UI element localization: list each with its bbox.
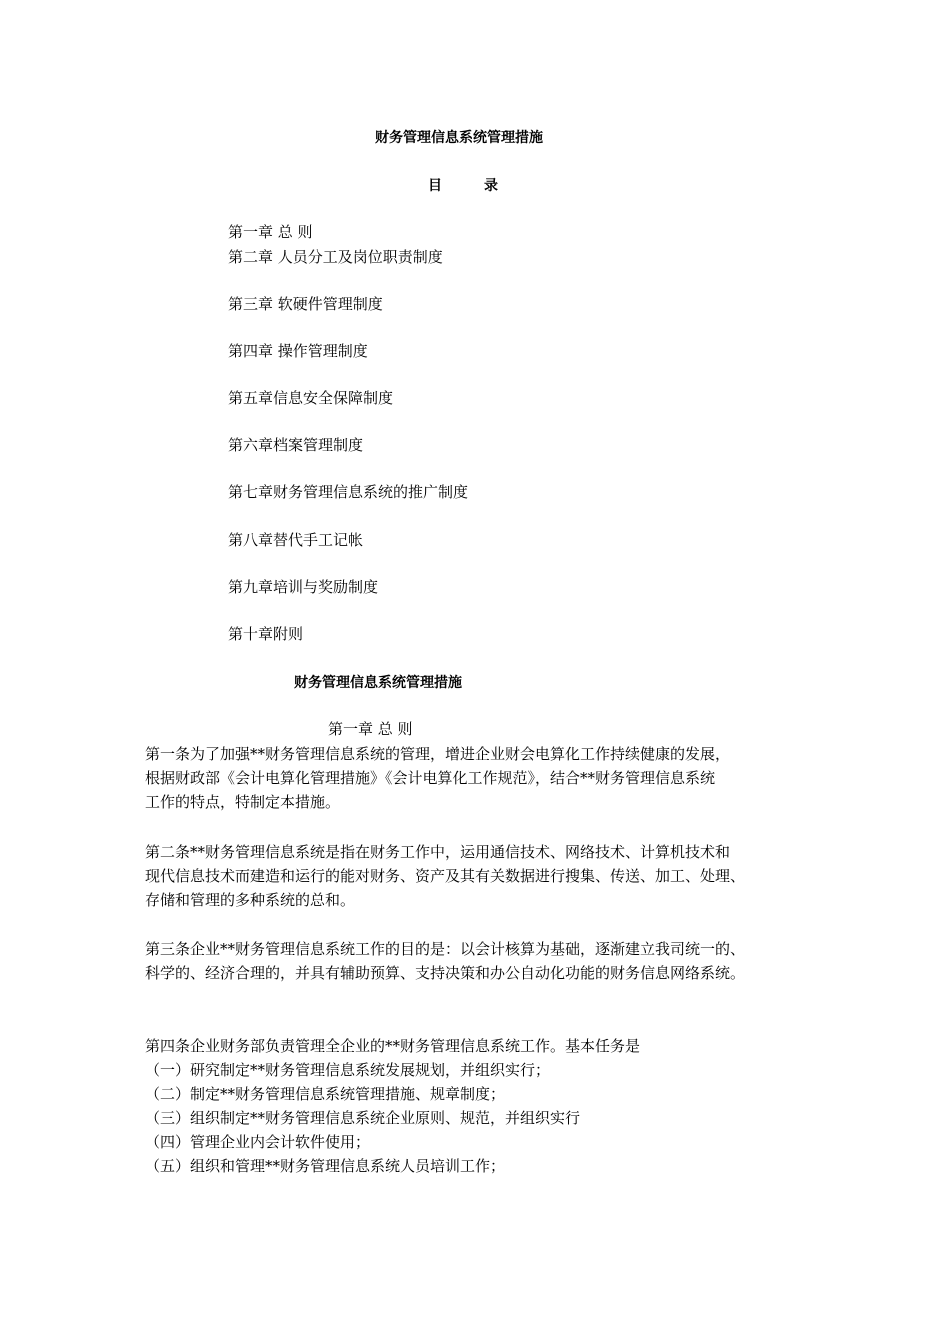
article-4-item: （二）制定**财务管理信息系统管理措施、规章制度； [145, 1085, 506, 1103]
toc-item-2: 第二章 人员分工及岗位职责制度 [228, 248, 443, 266]
toc-item-6: 第六章档案管理制度 [228, 436, 364, 454]
article-3-line: 第三条企业**财务管理信息系统工作的目的是：以会计核算为基础，逐渐建立我司统一的、 [145, 940, 746, 958]
toc-item-9: 第九章培训与奖励制度 [228, 578, 379, 596]
toc-heading: 目 录 [428, 178, 498, 194]
article-2-line: 第二条**财务管理信息系统是指在财务工作中，运用通信技术、网络技术、计算机技术和 [145, 843, 731, 861]
toc-item-1: 第一章 总 则 [228, 223, 313, 241]
toc-item-4: 第四章 操作管理制度 [228, 342, 368, 360]
article-1-line: 第一条为了加强**财务管理信息系统的管理，增进企业财会电算化工作持续健康的发展， [145, 745, 731, 763]
toc-item-5: 第五章信息安全保障制度 [228, 389, 394, 407]
toc-item-3: 第三章 软硬件管理制度 [228, 295, 383, 313]
article-4-item: （三）组织制定**财务管理信息系统企业原则、规范，并组织实行 [145, 1109, 581, 1127]
article-3 [145, 937, 815, 985]
article-4-intro: 第四条企业财务部负责管理全企业的**财务管理信息系统工作。基本任务是 [145, 1037, 641, 1055]
toc-item-7: 第七章财务管理信息系统的推广制度 [228, 483, 469, 501]
article-4-item: （一）研究制定**财务管理信息系统发展规划，并组织实行； [145, 1061, 551, 1079]
article-2-line: 现代信息技术而建造和运行的能对财务、资产及其有关数据进行搜集、传送、加工、处理、 [145, 867, 746, 885]
main-title: 财务管理信息系统管理措施 [375, 130, 543, 146]
article-1-line: 工作的特点，特制定本措施。 [145, 793, 341, 811]
article-4-item: （五）组织和管理**财务管理信息系统人员培训工作； [145, 1157, 506, 1175]
article-3-line: 科学的、经济合理的，并具有辅助预算、支持决策和办公自动化功能的财务信息网络系统。 [145, 964, 746, 982]
article-4 [145, 1034, 815, 1178]
article-4-item: （四）管理企业内会计软件使用； [145, 1133, 371, 1151]
article-1 [145, 742, 815, 814]
second-title: 财务管理信息系统管理措施 [294, 675, 462, 691]
article-2 [145, 840, 815, 912]
article-1-line: 根据财政部《会计电算化管理措施》《会计电算化工作规范》，结合**财务管理信息系统 [145, 769, 716, 787]
toc-item-8: 第八章替代手工记帐 [228, 531, 364, 549]
chapter-one-heading: 第一章 总 则 [328, 720, 413, 738]
article-2-line: 存储和管理的多种系统的总和。 [145, 891, 356, 909]
toc-item-10: 第十章附则 [228, 625, 304, 643]
